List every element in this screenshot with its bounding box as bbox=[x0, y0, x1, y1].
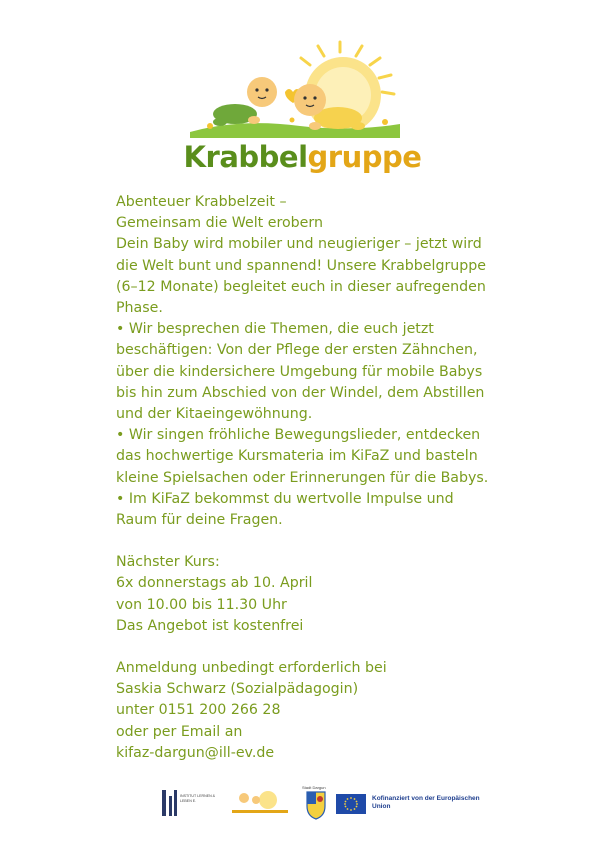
registration-contact-name: Saskia Schwarz (Sozialpädagogin) bbox=[116, 681, 359, 698]
bullet-activities: • Wir singen fröhliche Bewegungslieder, entdecken das hochwertige Kursmateria im KiFaZ und basteln kleine Spielsachen oder Erinnerungen für die Babys. bbox=[116, 427, 489, 486]
registration-email-intro: oder per Email an bbox=[116, 723, 243, 740]
logo-title-part1: Krabbel bbox=[183, 140, 308, 174]
krabbelgruppe-logo bbox=[180, 40, 425, 190]
logo-title bbox=[180, 140, 425, 174]
babies-sun-illustration bbox=[180, 40, 425, 145]
dargun-coat-of-arms-icon bbox=[305, 790, 327, 820]
course-time: von 10.00 bis 11.30 Uhr bbox=[116, 596, 287, 613]
registration-email[interactable]: kifaz-dargun@ill-ev.de bbox=[116, 744, 275, 761]
eu-flag-icon bbox=[336, 794, 366, 814]
course-label: Nächster Kurs: bbox=[116, 554, 220, 571]
kifaz-sonnenschein-logo bbox=[230, 788, 290, 818]
registration-line-1: Anmeldung unbedingt erforderlich bei bbox=[116, 660, 387, 677]
eu-cofunding-text: Kofinanziert von der Europäischen Union bbox=[372, 795, 480, 810]
course-dates: 6x donnerstags ab 10. April bbox=[116, 575, 313, 592]
flyer-text bbox=[116, 192, 496, 764]
jil-subtitle: INSTITUT LERNEN & LEBEN E. bbox=[180, 794, 216, 803]
bullet-impulses: • Im KiFaZ bekommst du wertvolle Impulse und Raum für deine Fragen. bbox=[116, 490, 454, 529]
sponsor-logos bbox=[160, 785, 480, 820]
course-cost: Das Angebot ist kostenfrei bbox=[116, 617, 304, 634]
heading-line-2: Gemeinsam die Welt erobern bbox=[116, 215, 323, 232]
intro-paragraph: Dein Baby wird mobiler und neugieriger – jetzt wird die Welt bunt und spannend! Unsere Krabbelgruppe (6–12 Monate) begleitet euch in dieser aufregenden Phase. bbox=[116, 236, 487, 317]
logo-title-part2: gruppe bbox=[307, 140, 422, 174]
stadt-label: Stadt Dargun bbox=[302, 785, 326, 790]
bullet-topics: • Wir besprechen die Themen, die euch jetzt beschäftigen: Von der Pflege der ersten Zähnchen, über die kindersichere Umgebung für mobile Babys bis hin zum Abschied von der Windel, dem Abstillen und der Kitaeingewöhnung. bbox=[116, 321, 485, 423]
jil-logo bbox=[160, 788, 180, 818]
heading-line-1: Abenteuer Krabbelzeit – bbox=[116, 194, 287, 210]
crawling-baby-green-icon bbox=[213, 77, 277, 126]
registration-phone: unter 0151 200 266 28 bbox=[116, 702, 281, 719]
